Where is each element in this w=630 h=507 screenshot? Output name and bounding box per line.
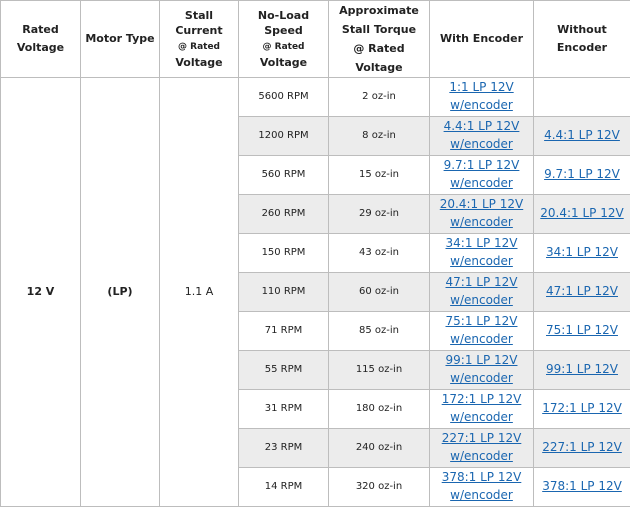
with-encoder-cell: [430, 195, 534, 234]
without-encoder-link[interactable]: 47:1 LP 12V: [546, 284, 618, 298]
header-no-load-speed: [239, 1, 329, 78]
with-encoder-link-line2[interactable]: w/encoder: [450, 254, 513, 268]
header-stall-current-line4: Voltage: [175, 56, 222, 69]
without-encoder-link[interactable]: 34:1 LP 12V: [546, 245, 618, 259]
header-stall-current-line1: Stall: [185, 9, 213, 22]
with-encoder-link-line2[interactable]: w/encoder: [450, 332, 513, 346]
with-encoder-link-line2[interactable]: w/encoder: [450, 449, 513, 463]
speed-cell: 55 RPM: [239, 351, 329, 390]
speed-cell: 14 RPM: [239, 468, 329, 507]
speed-cell: 5600 RPM: [239, 78, 329, 117]
with-encoder-link-line2[interactable]: w/encoder: [450, 293, 513, 307]
speed-cell: 110 RPM: [239, 273, 329, 312]
header-without-encoder: Without Encoder: [534, 1, 630, 78]
with-encoder-link-line2[interactable]: w/encoder: [450, 176, 513, 190]
header-rated-voltage: [1, 1, 81, 78]
without-encoder-link[interactable]: 9.7:1 LP 12V: [544, 167, 620, 181]
torque-cell: 115 oz-in: [329, 351, 430, 390]
with-encoder-link-line1[interactable]: 20.4:1 LP 12V: [440, 197, 523, 211]
with-encoder-cell: [430, 468, 534, 507]
torque-cell: 15 oz-in: [329, 156, 430, 195]
motor-type-cell: (LP): [81, 78, 160, 507]
without-encoder-cell: [534, 312, 630, 351]
header-rated-voltage-line1: Rated: [22, 23, 59, 36]
with-encoder-link[interactable]: [446, 234, 518, 270]
torque-cell: 29 oz-in: [329, 195, 430, 234]
with-encoder-link-line2[interactable]: w/encoder: [450, 215, 513, 229]
header-stall-torque: [329, 1, 430, 78]
header-stall-current-line2: Current: [175, 24, 222, 37]
header-stall-torque-line2: Stall Torque: [342, 23, 416, 36]
without-encoder-cell: [534, 117, 630, 156]
with-encoder-link-line1[interactable]: 99:1 LP 12V: [446, 353, 518, 367]
with-encoder-cell: [430, 429, 534, 468]
header-no-load-speed-line1: No-Load: [258, 9, 309, 22]
without-encoder-link[interactable]: 75:1 LP 12V: [546, 323, 618, 337]
without-encoder-cell: [534, 351, 630, 390]
with-encoder-link[interactable]: [444, 117, 520, 153]
with-encoder-cell: [430, 156, 534, 195]
torque-cell: 85 oz-in: [329, 312, 430, 351]
speed-cell: 150 RPM: [239, 234, 329, 273]
without-encoder-cell: [534, 234, 630, 273]
with-encoder-link-line1[interactable]: 378:1 LP 12V: [442, 470, 522, 484]
header-motor-type: Motor Type: [81, 1, 160, 78]
with-encoder-cell: [430, 312, 534, 351]
with-encoder-link[interactable]: [446, 312, 518, 348]
with-encoder-link-line2[interactable]: w/encoder: [450, 488, 513, 502]
with-encoder-link-line1[interactable]: 172:1 LP 12V: [442, 392, 522, 406]
with-encoder-cell: [430, 351, 534, 390]
with-encoder-link-line1[interactable]: 4.4:1 LP 12V: [444, 119, 520, 133]
with-encoder-link[interactable]: [442, 468, 522, 504]
torque-cell: 320 oz-in: [329, 468, 430, 507]
with-encoder-link[interactable]: [449, 78, 513, 114]
torque-cell: 240 oz-in: [329, 429, 430, 468]
without-encoder-cell: [534, 390, 630, 429]
header-with-encoder: With Encoder: [430, 1, 534, 78]
stall-current-cell: 1.1 A: [160, 78, 239, 507]
with-encoder-cell: [430, 78, 534, 117]
without-encoder-link[interactable]: 227:1 LP 12V: [542, 440, 622, 454]
with-encoder-link-line2[interactable]: w/encoder: [450, 98, 513, 112]
with-encoder-link[interactable]: [446, 273, 518, 309]
header-stall-current: [160, 1, 239, 78]
with-encoder-cell: [430, 273, 534, 312]
with-encoder-cell: [430, 234, 534, 273]
with-encoder-link-line1[interactable]: 227:1 LP 12V: [442, 431, 522, 445]
torque-cell: 43 oz-in: [329, 234, 430, 273]
without-encoder-link[interactable]: 378:1 LP 12V: [542, 479, 622, 493]
without-encoder-link[interactable]: 99:1 LP 12V: [546, 362, 618, 376]
with-encoder-link[interactable]: [440, 195, 523, 231]
with-encoder-link-line1[interactable]: 34:1 LP 12V: [446, 236, 518, 250]
header-no-load-speed-line3: @ Rated: [263, 42, 305, 52]
speed-cell: 23 RPM: [239, 429, 329, 468]
torque-cell: 60 oz-in: [329, 273, 430, 312]
speed-cell: 260 RPM: [239, 195, 329, 234]
header-no-load-speed-line2: Speed: [264, 24, 303, 37]
without-encoder-cell: [534, 429, 630, 468]
with-encoder-link-line1[interactable]: 47:1 LP 12V: [446, 275, 518, 289]
without-encoder-link[interactable]: 172:1 LP 12V: [542, 401, 622, 415]
with-encoder-link[interactable]: [446, 351, 518, 387]
header-no-load-speed-line4: Voltage: [260, 56, 307, 69]
without-encoder-cell: [534, 195, 630, 234]
header-rated-voltage-line2: Voltage: [17, 41, 64, 54]
speed-cell: 31 RPM: [239, 390, 329, 429]
with-encoder-cell: [430, 390, 534, 429]
torque-cell: 8 oz-in: [329, 117, 430, 156]
speed-cell: 1200 RPM: [239, 117, 329, 156]
without-encoder-link[interactable]: 4.4:1 LP 12V: [544, 128, 620, 142]
speed-cell: 71 RPM: [239, 312, 329, 351]
without-encoder-link[interactable]: 20.4:1 LP 12V: [540, 206, 623, 220]
torque-cell: 2 oz-in: [329, 78, 430, 117]
header-stall-torque-line3: @ Rated Voltage: [353, 42, 404, 74]
speed-cell: 560 RPM: [239, 156, 329, 195]
with-encoder-link[interactable]: [444, 156, 520, 192]
with-encoder-link-line2[interactable]: w/encoder: [450, 410, 513, 424]
without-encoder-cell: [534, 273, 630, 312]
without-encoder-cell: [534, 156, 630, 195]
with-encoder-link-line2[interactable]: w/encoder: [450, 371, 513, 385]
torque-cell: 180 oz-in: [329, 390, 430, 429]
rated-voltage-cell: 12 V: [1, 78, 81, 507]
with-encoder-link-line2[interactable]: w/encoder: [450, 137, 513, 151]
header-row: [1, 1, 630, 78]
with-encoder-link[interactable]: [442, 390, 522, 426]
header-stall-current-line3: @ Rated: [178, 42, 220, 52]
with-encoder-link-line1[interactable]: 9.7:1 LP 12V: [444, 158, 520, 172]
with-encoder-cell: [430, 117, 534, 156]
with-encoder-link-line1[interactable]: 75:1 LP 12V: [446, 314, 518, 328]
without-encoder-cell: [534, 468, 630, 507]
with-encoder-link[interactable]: [442, 429, 522, 465]
with-encoder-link-line1[interactable]: 1:1 LP 12V: [449, 80, 513, 94]
table-row: [1, 78, 630, 117]
header-stall-torque-line1: Approximate: [339, 4, 419, 17]
without-encoder-cell: [534, 78, 630, 117]
